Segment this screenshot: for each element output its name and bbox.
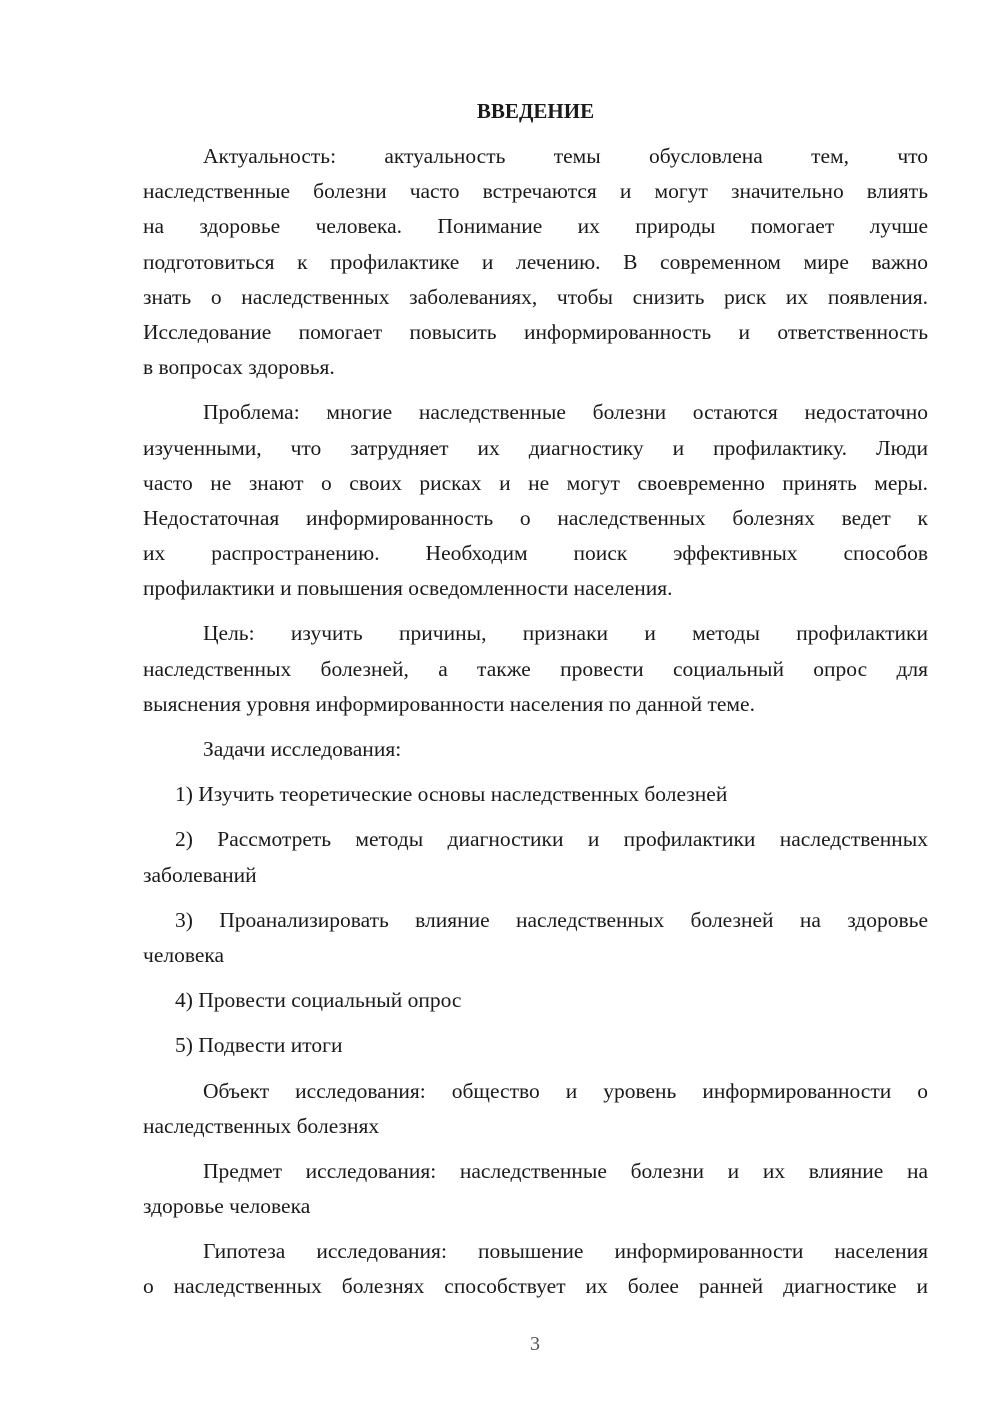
text-line: заболеваний	[143, 862, 257, 887]
list-item	[143, 1028, 928, 1063]
text-line: Предмет исследования: наследственные болезни и их влияние на	[203, 1158, 928, 1183]
text-line: знать о наследственных заболеваниях, чтобы снизить риск их появления.	[143, 284, 928, 309]
text-line: человека	[143, 942, 225, 967]
text-line: наследственных болезней, а также провести социальный опрос для	[143, 656, 928, 681]
text-line: 3) Проанализировать влияние наследственных болезней на здоровье	[175, 907, 928, 932]
section-title: ВВЕДЕНИЕ	[476, 99, 595, 123]
text-line: Задачи исследования:	[203, 737, 402, 761]
list-item	[143, 983, 928, 1018]
text-line: 4) Провести социальный опрос	[175, 988, 462, 1013]
text-line: выяснения уровня информированности населения по данной теме.	[143, 691, 755, 716]
text-line: подготовиться к профилактике и лечению. В современном мире важно	[143, 249, 928, 274]
paragraph	[143, 1074, 928, 1144]
list-item	[143, 777, 928, 812]
text-line: наследственные болезни часто встречаются и могут значительно влиять	[143, 179, 928, 204]
text-line: Недостаточная информированность о наследственных болезнях ведет к	[143, 505, 928, 530]
paragraph	[143, 139, 928, 385]
text-line: профилактики и повышения осведомленности населения.	[143, 576, 673, 601]
text-line: изученными, что затрудняет их диагностику и профилактику. Люди	[143, 435, 928, 460]
text-line: Актуальность: актуальность темы обусловлена тем, что	[203, 144, 928, 168]
text-line: о наследственных болезнях способствует их более ранней диагностике и	[143, 1274, 928, 1299]
paragraph	[143, 1154, 928, 1224]
text-line: наследственных болезнях	[143, 1113, 380, 1138]
text-line: Объект исследования: общество и уровень информированности о	[203, 1078, 928, 1103]
text-line: 5) Подвести итоги	[175, 1033, 343, 1058]
text-line: 1) Изучить теоретические основы наследственных болезней	[175, 782, 728, 807]
paragraph	[143, 616, 928, 722]
text-line: их распространению. Необходим поиск эффективных способов	[143, 541, 928, 566]
paragraph	[143, 1234, 928, 1304]
text-line: Проблема: многие наследственные болезни остаются недостаточно	[203, 400, 928, 425]
document-body	[143, 139, 928, 1305]
document-page	[143, 94, 928, 1305]
text-line: Гипотеза исследования: повышение информированности населения	[203, 1239, 928, 1264]
text-line: в вопросах здоровья.	[143, 355, 335, 380]
text-line: на здоровье человека. Понимание их природы помогает лучше	[143, 214, 928, 239]
text-line: Исследование помогает повысить информированность и ответственность	[143, 319, 928, 344]
text-line: 2) Рассмотреть методы диагностики и профилактики наследственных	[175, 827, 928, 852]
paragraph	[143, 395, 928, 606]
paragraph	[143, 732, 928, 767]
text-line: Цель: изучить причины, признаки и методы профилактики	[203, 621, 928, 646]
list-item	[143, 903, 928, 973]
text-line: здоровье человека	[143, 1194, 311, 1219]
text-line: часто не знают о своих рисках и не могут своевременно принять меры.	[143, 470, 928, 495]
page-number: 3	[530, 1333, 540, 1355]
list-item	[143, 822, 928, 892]
